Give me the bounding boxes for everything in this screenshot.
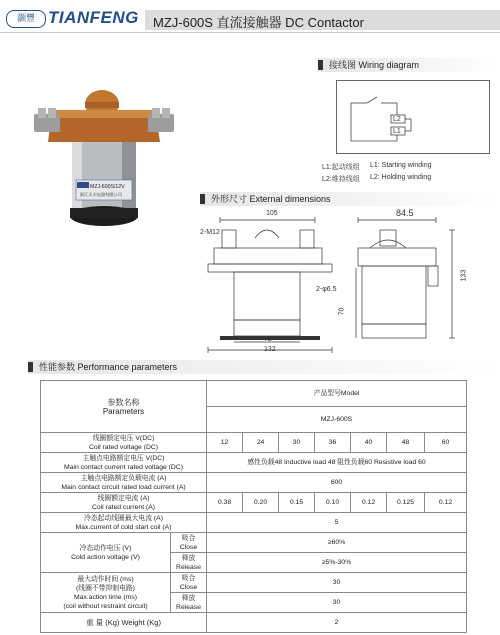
section-marker: [318, 60, 323, 70]
label-cn: 主触点电路额定负载电流 (A): [80, 474, 167, 482]
coil-current-cell: 0.38: [207, 493, 243, 513]
dim-side-width: 84.5: [396, 208, 414, 218]
header-divider: [0, 32, 500, 33]
label-en-note: (coil without restraint circuit): [63, 602, 148, 610]
side-view-drawing: [348, 208, 468, 358]
coil-current-cell: 0.10: [315, 493, 351, 513]
product-photo: [30, 80, 200, 240]
coil-voltage-cell: 30: [279, 433, 315, 453]
sub-label-close: [171, 533, 207, 553]
label-en: Main contact current rated voltage (DC): [64, 463, 183, 471]
section-header-wiring: [318, 58, 498, 72]
logo-wordmark: TIANFENG: [48, 8, 139, 27]
section-header-dimensions: [200, 192, 498, 206]
row-label-coil-current: [41, 493, 207, 513]
table-row: [41, 613, 467, 633]
section-marker: [28, 362, 33, 372]
row-label-contact-current: [41, 473, 207, 493]
label-cn: 最大动作时间 (ms): [77, 575, 134, 583]
wiring-diagram: [336, 80, 490, 154]
section-marker: [200, 194, 205, 204]
params-header-cell: [41, 381, 207, 433]
label-en: Release: [176, 563, 201, 571]
dim-front-inner: 72: [264, 336, 272, 343]
coil-voltage-cell: 40: [351, 433, 387, 453]
label-cn: 线圈额定电流 (A): [97, 494, 150, 502]
table-row: [41, 513, 467, 533]
label-en: Max.action time (ms): [73, 593, 138, 601]
coil-voltage-cell: 60: [425, 433, 467, 453]
label-en: Main contact circuit rated load current (A): [61, 483, 186, 491]
table-row: [41, 473, 467, 493]
sub-label-release: [171, 593, 207, 613]
wiring-legend-l1-en: L1: Starting winding: [370, 162, 432, 169]
contact-voltage-value: 感性负载48 Inductive load 48 阻性负载60 Resistive load 60: [207, 453, 467, 473]
label-en: Coil rated current (A): [91, 503, 156, 511]
coil-current-cell: 0.12: [351, 493, 387, 513]
label-en: Close: [179, 543, 198, 551]
label-en: Release: [176, 603, 201, 611]
params-header-en: Parameters: [102, 406, 145, 416]
dim-front-bolt: 2-M12: [200, 229, 220, 236]
params-header-cn: 参数名称: [107, 397, 140, 407]
coil-voltage-cell: 24: [243, 433, 279, 453]
dim-front-hole: 2-φ6.5: [316, 286, 337, 293]
page-header: [0, 0, 500, 34]
section-header-performance: [28, 360, 498, 374]
row-label-cold-start: [41, 513, 207, 533]
label-cn: 冷态起动线圈最大电流 (A): [84, 514, 163, 522]
label-cn: 主触点电路额定电压 V(DC): [82, 454, 165, 462]
coil-current-cell: 0.125: [387, 493, 425, 513]
contact-current-value: 600: [207, 473, 467, 493]
label-en: Max.current of cold start coil (A): [75, 523, 172, 531]
wiring-label-l1: L1: [393, 128, 401, 135]
sub-label-release: [171, 553, 207, 573]
table-row: [41, 453, 467, 473]
label-cn: 冷态动作电压 (V): [79, 544, 132, 552]
coil-voltage-cell: 36: [315, 433, 351, 453]
label-cn: 吸合: [181, 574, 196, 582]
wiring-legend-l1-cn: L1:起动线组: [322, 164, 360, 171]
action-time-release-value: 30: [207, 593, 467, 613]
label-cn: 吸合: [181, 534, 196, 542]
label-cn-note: (线圈不带抑制电路): [76, 584, 135, 592]
model-value: MZJ-600S: [207, 407, 467, 433]
label-cn: 释放: [181, 554, 196, 562]
coil-current-cell: 0.15: [279, 493, 315, 513]
dim-front-width: 105: [266, 210, 278, 217]
sub-label-close: [171, 573, 207, 593]
row-label-coil-voltage: [41, 433, 207, 453]
label-en: Cold action voltage (V): [71, 553, 140, 561]
table-row: [41, 533, 467, 553]
logo-seal: 灏豐: [6, 10, 46, 28]
coil-current-cell: 0.12: [425, 493, 467, 513]
row-label-cold-action: [41, 533, 171, 573]
section-title-wiring: 接线图 Wiring diagram: [329, 60, 420, 70]
cold-action-close-value: ≥60%: [207, 533, 467, 553]
wiring-legend-l2-en: L2: Holding winding: [370, 174, 432, 181]
dim-side-mid: 70: [338, 307, 346, 316]
row-label-contact-voltage: [41, 453, 207, 473]
cold-action-release-value: ≥5%-30%: [207, 553, 467, 573]
coil-voltage-cell: 12: [207, 433, 243, 453]
table-row: [41, 433, 467, 453]
wiring-legend-l2-cn: L2:维持线组: [322, 176, 360, 183]
label-cn: 线圈额定电压 V(DC): [92, 434, 155, 442]
brand-logo: [6, 8, 140, 30]
product-label-model: MZJ-600S/12V: [90, 184, 125, 190]
model-header: 产品型号Model: [207, 381, 467, 407]
cold-start-value: 5: [207, 513, 467, 533]
section-title-dimensions: 外形尺寸 External dimensions: [211, 194, 331, 204]
page-title: MZJ-600S 直流接触器 DC Contactor: [153, 15, 364, 30]
row-label-weight: 重 量 (Kg) Weight (Kg): [41, 613, 207, 633]
wiring-label-l2: L2: [393, 116, 401, 123]
weight-value: 2: [207, 613, 467, 633]
table-row: [41, 493, 467, 513]
label-cn: 释放: [181, 594, 196, 602]
label-en: Close: [179, 583, 198, 591]
dim-side-height: 133: [460, 269, 468, 282]
coil-voltage-cell: 48: [387, 433, 425, 453]
coil-current-cell: 0.20: [243, 493, 279, 513]
wiring-schematic: [337, 81, 489, 153]
dim-front-base: 132: [264, 346, 276, 353]
label-en: Coil rated voltage (DC): [88, 443, 159, 451]
table-row: [41, 573, 467, 593]
section-title-performance: 性能参数 Performance parameters: [39, 362, 178, 372]
action-time-close-value: 30: [207, 573, 467, 593]
performance-table: [40, 380, 467, 633]
row-label-action-time: [41, 573, 171, 613]
product-label-maker: 浙江天丰电器有限公司: [80, 192, 122, 197]
title-bar: [145, 10, 500, 30]
